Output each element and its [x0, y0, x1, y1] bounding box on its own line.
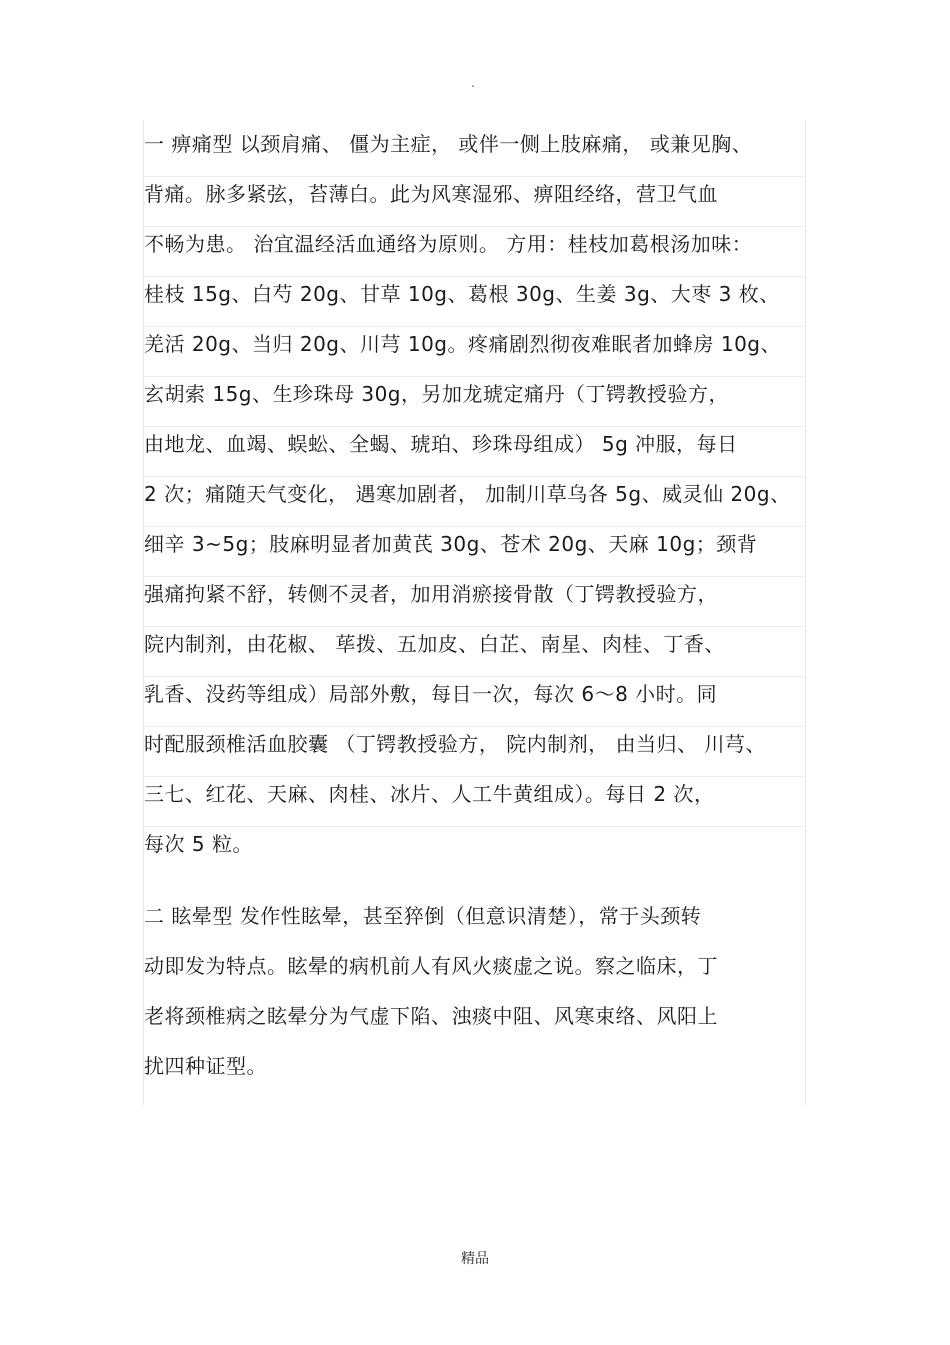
- row-divider: [143, 276, 806, 277]
- row-divider: [143, 226, 806, 227]
- text-line: 三七、红花、天麻、肉桂、冰片、人工牛黄组成）。每日 2 次，: [144, 782, 715, 806]
- text-line: 强痛拘紧不舒，转侧不灵者，加用消瘀接骨散（丁锷教授验方，: [144, 582, 718, 606]
- row-divider: [143, 426, 806, 427]
- text-line: 桂枝 15g、白芍 20g、甘草 10g、葛根 30g、生姜 3g、大枣 3 枚、: [144, 282, 780, 306]
- text-line: 玄胡索 15g、生珍珠母 30g，另加龙琥定痛丹（丁锷教授验方，: [144, 382, 730, 406]
- text-line: 由地龙、血竭、蜈蚣、全蝎、琥珀、珍珠母组成） 5g 冲服，每日: [144, 432, 738, 456]
- text-line: 乳香、没药等组成）局部外敷，每日一次，每次 6～8 小时。同: [144, 682, 718, 706]
- text-line: 背痛。脉多紧弦，苔薄白。此为风寒湿邪、痹阻经络，营卫气血: [144, 182, 718, 206]
- row-divider: [143, 176, 806, 177]
- text-line: 院内制剂，由花椒、 荜拨、五加皮、白芷、南星、肉桂、丁香、: [144, 632, 725, 656]
- footer-label: 精品: [461, 1251, 489, 1267]
- text-line: 二 眩晕型 发作性眩晕，甚至猝倒（但意识清楚），常于头颈转: [144, 904, 702, 928]
- row-divider: [143, 526, 806, 527]
- row-divider: [143, 626, 806, 627]
- header-dot: .: [471, 76, 475, 90]
- text-line: 细辛 3~5g；肢麻明显者加黄芪 30g、苍术 20g、天麻 10g；颈背: [144, 532, 758, 556]
- row-divider: [143, 476, 806, 477]
- row-divider: [143, 576, 806, 577]
- row-divider: [143, 726, 806, 727]
- text-line: 时配服颈椎活血胶囊 （丁锷教授验方， 院内制剂， 由当归、 川芎、: [144, 732, 766, 756]
- text-line: 每次 5 粒。: [144, 832, 253, 856]
- text-line: 一 痹痛型 以颈肩痛、 僵为主症， 或伴一侧上肢麻痛， 或兼见胸、: [144, 132, 753, 156]
- text-line: 扰四种证型。: [144, 1054, 267, 1078]
- text-line: 不畅为患。 治宜温经活血通络为原则。 方用：桂枝加葛根汤加味：: [144, 232, 753, 256]
- text-line: 羌活 20g、当归 20g、川芎 10g。疼痛剧烈彻夜难眠者加蜂房 10g、: [144, 332, 782, 356]
- row-divider: [143, 826, 806, 827]
- row-divider: [143, 676, 806, 677]
- text-line: 动即发为特点。眩晕的病机前人有风火痰虚之说。察之临床，丁: [144, 954, 718, 978]
- row-divider: [143, 326, 806, 327]
- text-line: 2 次；痛随天气变化， 遇寒加剧者， 加制川草乌各 5g、威灵仙 20g、: [144, 482, 791, 506]
- text-line: 老将颈椎病之眩晕分为气虚下陷、浊痰中阻、风寒束络、风阳上: [144, 1004, 718, 1028]
- row-divider: [143, 776, 806, 777]
- row-divider: [143, 376, 806, 377]
